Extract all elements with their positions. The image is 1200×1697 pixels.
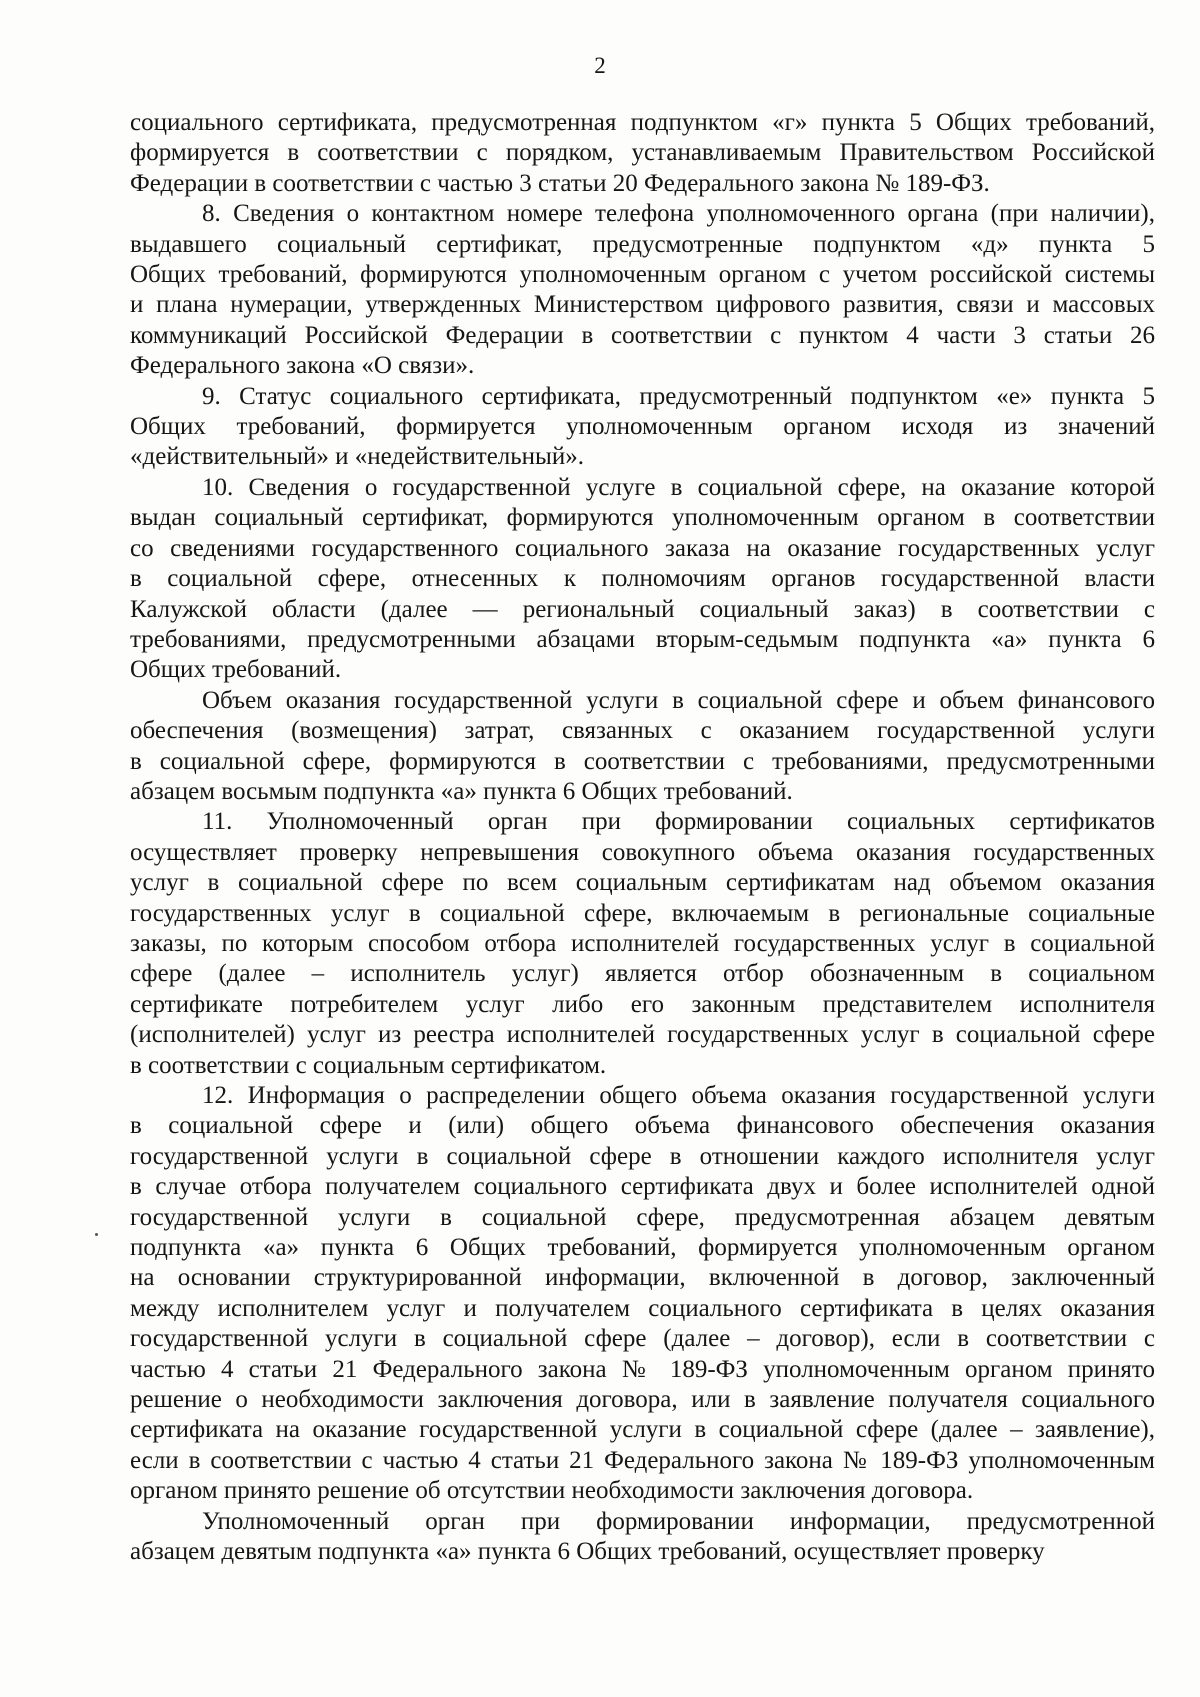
text-line: со сведениями государственного социального заказа на оказание государственных услуг <box>130 534 1155 562</box>
text-line: выдавшего социальный сертификат, предусмотренные подпунктом «д» пункта 5 <box>130 230 1155 258</box>
text-line: подпункта «а» пункта 6 Общих требований, формируется уполномоченным органом <box>130 1234 1155 1262</box>
paragraph-item-11 <box>130 807 1155 1081</box>
text-line: сертификата на оказание государственной услуги в социальной сфере (далее – заявление), <box>130 1416 1155 1444</box>
text-line: частью 4 статьи 21 Федерального закона № 189-ФЗ уполномоченным органом принято <box>130 1355 1155 1383</box>
paragraph-item-10-volume <box>130 686 1155 808</box>
text-line: 12. Информация о распределении общего объема оказания государственной услуги <box>202 1082 1155 1109</box>
text-line: 11. Уполномоченный орган при формировании социальных сертификатов <box>202 808 1155 836</box>
text-line: Объем оказания государственной услуги в социальной сфере и объем финансового <box>202 686 1155 714</box>
text-line: Калужской области (далее — региональный социальный заказ) в соответствии с <box>130 595 1155 623</box>
text-line: требованиями, предусмотренными абзацами вторым-седьмым подпункта «а» пункта 6 <box>130 625 1155 653</box>
text-line: сертификате потребителем услуг либо его законным представителем исполнителя <box>130 990 1155 1018</box>
scan-speck <box>95 1233 98 1236</box>
text-line: Общих требований, формируются уполномоченным органом с учетом российской системы <box>130 261 1155 289</box>
text-line: государственных услуг в социальной сфере, включаемым в региональные социальные <box>130 899 1155 927</box>
paragraph-item-10 <box>130 473 1155 686</box>
text-line: абзацем девятым подпункта «а» пункта 6 Общих требований, осуществляет проверку <box>130 1538 1045 1566</box>
text-line: обеспечения (возмещения) затрат, связанных с оказанием государственной услуги <box>130 717 1155 745</box>
text-line: формируется в соответствии с порядком, устанавливаемым Правительством Российской <box>130 139 1155 167</box>
text-line: выдан социальный сертификат, формируются уполномоченным органом в соответствии <box>130 504 1155 532</box>
text-line: абзацем восьмым подпункта «а» пункта 6 Общих требований. <box>130 777 793 805</box>
text-line: «действительный» и «недействительный». <box>130 443 584 471</box>
text-line: Федерального закона «О связи». <box>130 352 475 380</box>
paragraph-item-8 <box>130 199 1155 381</box>
text-line: решение о необходимости заключения договора, или в заявление получателя социального <box>130 1386 1155 1414</box>
text-line: социального сертификата, предусмотренная подпунктом «г» пункта 5 Общих требований, <box>130 109 1155 136</box>
document-body <box>130 108 1155 1568</box>
text-line: между исполнителем услуг и получателем социального сертификата в целях оказания <box>130 1294 1155 1322</box>
text-line: заказы, по которым способом отбора исполнителей государственных услуг в социальной <box>130 929 1155 957</box>
text-line: Общих требований, формируется уполномоченным органом исходя из значений <box>130 413 1155 441</box>
paragraph-item-9 <box>130 382 1155 473</box>
text-line: государственной услуги в социальной сфере в отношении каждого исполнителя услуг <box>130 1142 1155 1170</box>
text-line: 9. Статус социального сертификата, предусмотренный подпунктом «е» пункта 5 <box>202 382 1155 410</box>
text-line: органом принято решение об отсутствии необходимости заключения договора. <box>130 1477 974 1505</box>
text-line: 10. Сведения о государственной услуге в социальной сфере, на оказание которой <box>202 473 1155 501</box>
text-line: в соответствии с социальным сертификатом. <box>130 1051 607 1079</box>
text-line: 8. Сведения о контактном номере телефона уполномоченного органа (при наличии), <box>202 200 1155 228</box>
text-line: если в соответствии с частью 4 статьи 21 Федерального закона № 189-ФЗ уполномоченным <box>130 1446 1155 1474</box>
text-line: коммуникаций Российской Федерации в соответствии с пунктом 4 части 3 статьи 26 <box>130 321 1155 349</box>
text-line: (исполнителей) услуг из реестра исполнителей государственных услуг в социальной сфере <box>130 1021 1155 1049</box>
text-line: государственной услуги в социальной сфере, предусмотренная абзацем девятым <box>130 1203 1155 1231</box>
page-number: 2 <box>594 53 606 78</box>
text-line: в случае отбора получателем социального сертификата двух и более исполнителей одной <box>130 1173 1155 1201</box>
text-line: Общих требований. <box>130 656 342 684</box>
text-line: в социальной сфере, формируются в соответствии с требованиями, предусмотренными <box>130 747 1155 775</box>
paragraph-item-12 <box>130 1081 1155 1507</box>
text-line: в социальной сфере и (или) общего объема финансового обеспечения оказания <box>130 1112 1155 1140</box>
text-line: услуг в социальной сфере по всем социальным сертификатам над объемом оказания <box>130 869 1155 897</box>
text-line: осуществляет проверку непревышения совокупного объема оказания государственных <box>130 838 1155 866</box>
text-line: Федерации в соответствии с частью 3 статьи 20 Федерального закона № 189-ФЗ. <box>130 169 990 197</box>
text-line: Уполномоченный орган при формировании информации, предусмотренной <box>202 1507 1155 1535</box>
text-line: сфере (далее – исполнитель услуг) является отбор обозначенным в социальном <box>130 960 1155 988</box>
text-line: на основании структурированной информации, включенной в договор, заключенный <box>130 1264 1155 1292</box>
text-line: государственной услуги в социальной сфере (далее – договор), если в соответствии с <box>130 1325 1155 1353</box>
text-line: и плана нумерации, утвержденных Министерством цифрового развития, связи и массовых <box>130 291 1155 319</box>
paragraph-continuation-7 <box>130 108 1155 199</box>
text-line: в социальной сфере, отнесенных к полномочиям органов государственной власти <box>130 565 1155 593</box>
paragraph-item-12-check <box>130 1507 1155 1568</box>
